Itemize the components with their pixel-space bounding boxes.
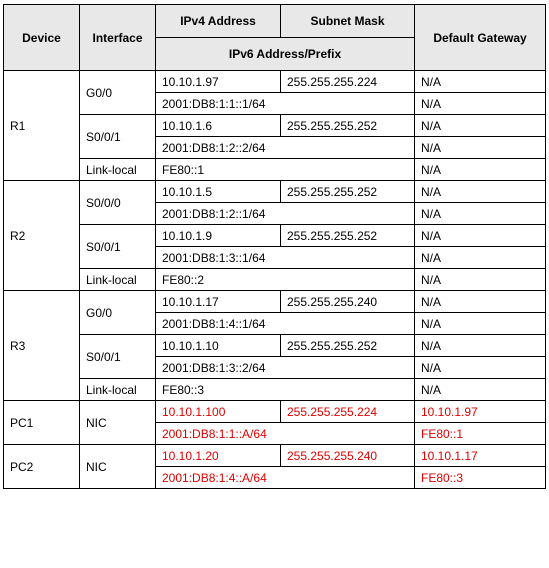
default-gateway: N/A [415,159,546,181]
table-row [4,379,546,401]
ipv6-address: 2001:DB8:1:1::1/64 [156,93,415,115]
table-row [4,445,546,467]
default-gateway: N/A [415,71,546,93]
table-row [4,181,546,203]
link-local-address: FE80::2 [156,269,415,291]
default-gateway: N/A [415,203,546,225]
default-gateway: N/A [415,357,546,379]
default-gateway: N/A [415,93,546,115]
interface-name: Link-local [80,379,156,401]
ipv4-address: 10.10.1.97 [156,71,281,93]
default-gateway: FE80::3 [415,467,546,489]
default-gateway: N/A [415,269,546,291]
link-local-address: FE80::3 [156,379,415,401]
default-gateway: 10.10.1.17 [415,445,546,467]
interface-name: Link-local [80,159,156,181]
table-row [4,115,546,137]
ipv6-address: 2001:DB8:1:2::2/64 [156,137,415,159]
header-ipv6-prefix: IPv6 Address/Prefix [156,38,415,71]
device-name: R1 [4,71,80,181]
ipv4-address: 10.10.1.100 [156,401,281,423]
interface-name: NIC [80,445,156,489]
subnet-mask: 255.255.255.224 [281,71,415,93]
interface-name: S0/0/1 [80,225,156,269]
default-gateway: N/A [415,225,546,247]
interface-name: S0/0/1 [80,115,156,159]
interface-name: NIC [80,401,156,445]
interface-name: G0/0 [80,71,156,115]
interface-name: G0/0 [80,291,156,335]
subnet-mask: 255.255.255.252 [281,115,415,137]
header-default-gateway: Default Gateway [415,5,546,71]
default-gateway: 10.10.1.97 [415,401,546,423]
device-name: R2 [4,181,80,291]
subnet-mask: 255.255.255.252 [281,181,415,203]
subnet-mask: 255.255.255.240 [281,445,415,467]
interface-name: Link-local [80,269,156,291]
default-gateway: N/A [415,115,546,137]
ipv4-address: 10.10.1.10 [156,335,281,357]
interface-name: S0/0/0 [80,181,156,225]
default-gateway: N/A [415,313,546,335]
device-name: R3 [4,291,80,401]
header-ipv4-address: IPv4 Address [156,5,281,38]
ipv4-address: 10.10.1.9 [156,225,281,247]
device-name: PC2 [4,445,80,489]
device-name: PC1 [4,401,80,445]
table-row [4,291,546,313]
default-gateway: N/A [415,137,546,159]
ipv6-address: 2001:DB8:1:4::1/64 [156,313,415,335]
ipv6-address: 2001:DB8:1:2::1/64 [156,203,415,225]
table-row [4,335,546,357]
ipv4-address: 10.10.1.17 [156,291,281,313]
header-device: Device [4,5,80,71]
ipv6-address: 2001:DB8:1:3::2/64 [156,357,415,379]
table-row [4,269,546,291]
subnet-mask: 255.255.255.224 [281,401,415,423]
table-row [4,401,546,423]
subnet-mask: 255.255.255.240 [281,291,415,313]
interface-name: S0/0/1 [80,335,156,379]
default-gateway: N/A [415,379,546,401]
ipv4-address: 10.10.1.6 [156,115,281,137]
ipv4-address: 10.10.1.20 [156,445,281,467]
header-subnet-mask: Subnet Mask [281,5,415,38]
default-gateway: N/A [415,335,546,357]
table-row [4,225,546,247]
ipv6-address: 2001:DB8:1:1::A/64 [156,423,415,445]
header-interface: Interface [80,5,156,71]
default-gateway: N/A [415,291,546,313]
ipv6-address: 2001:DB8:1:4::A/64 [156,467,415,489]
subnet-mask: 255.255.255.252 [281,335,415,357]
ipv4-address: 10.10.1.5 [156,181,281,203]
ipv6-address: 2001:DB8:1:3::1/64 [156,247,415,269]
table-row [4,71,546,93]
link-local-address: FE80::1 [156,159,415,181]
default-gateway: N/A [415,181,546,203]
table-row [4,159,546,181]
addressing-table [3,4,546,489]
default-gateway: N/A [415,247,546,269]
subnet-mask: 255.255.255.252 [281,225,415,247]
default-gateway: FE80::1 [415,423,546,445]
